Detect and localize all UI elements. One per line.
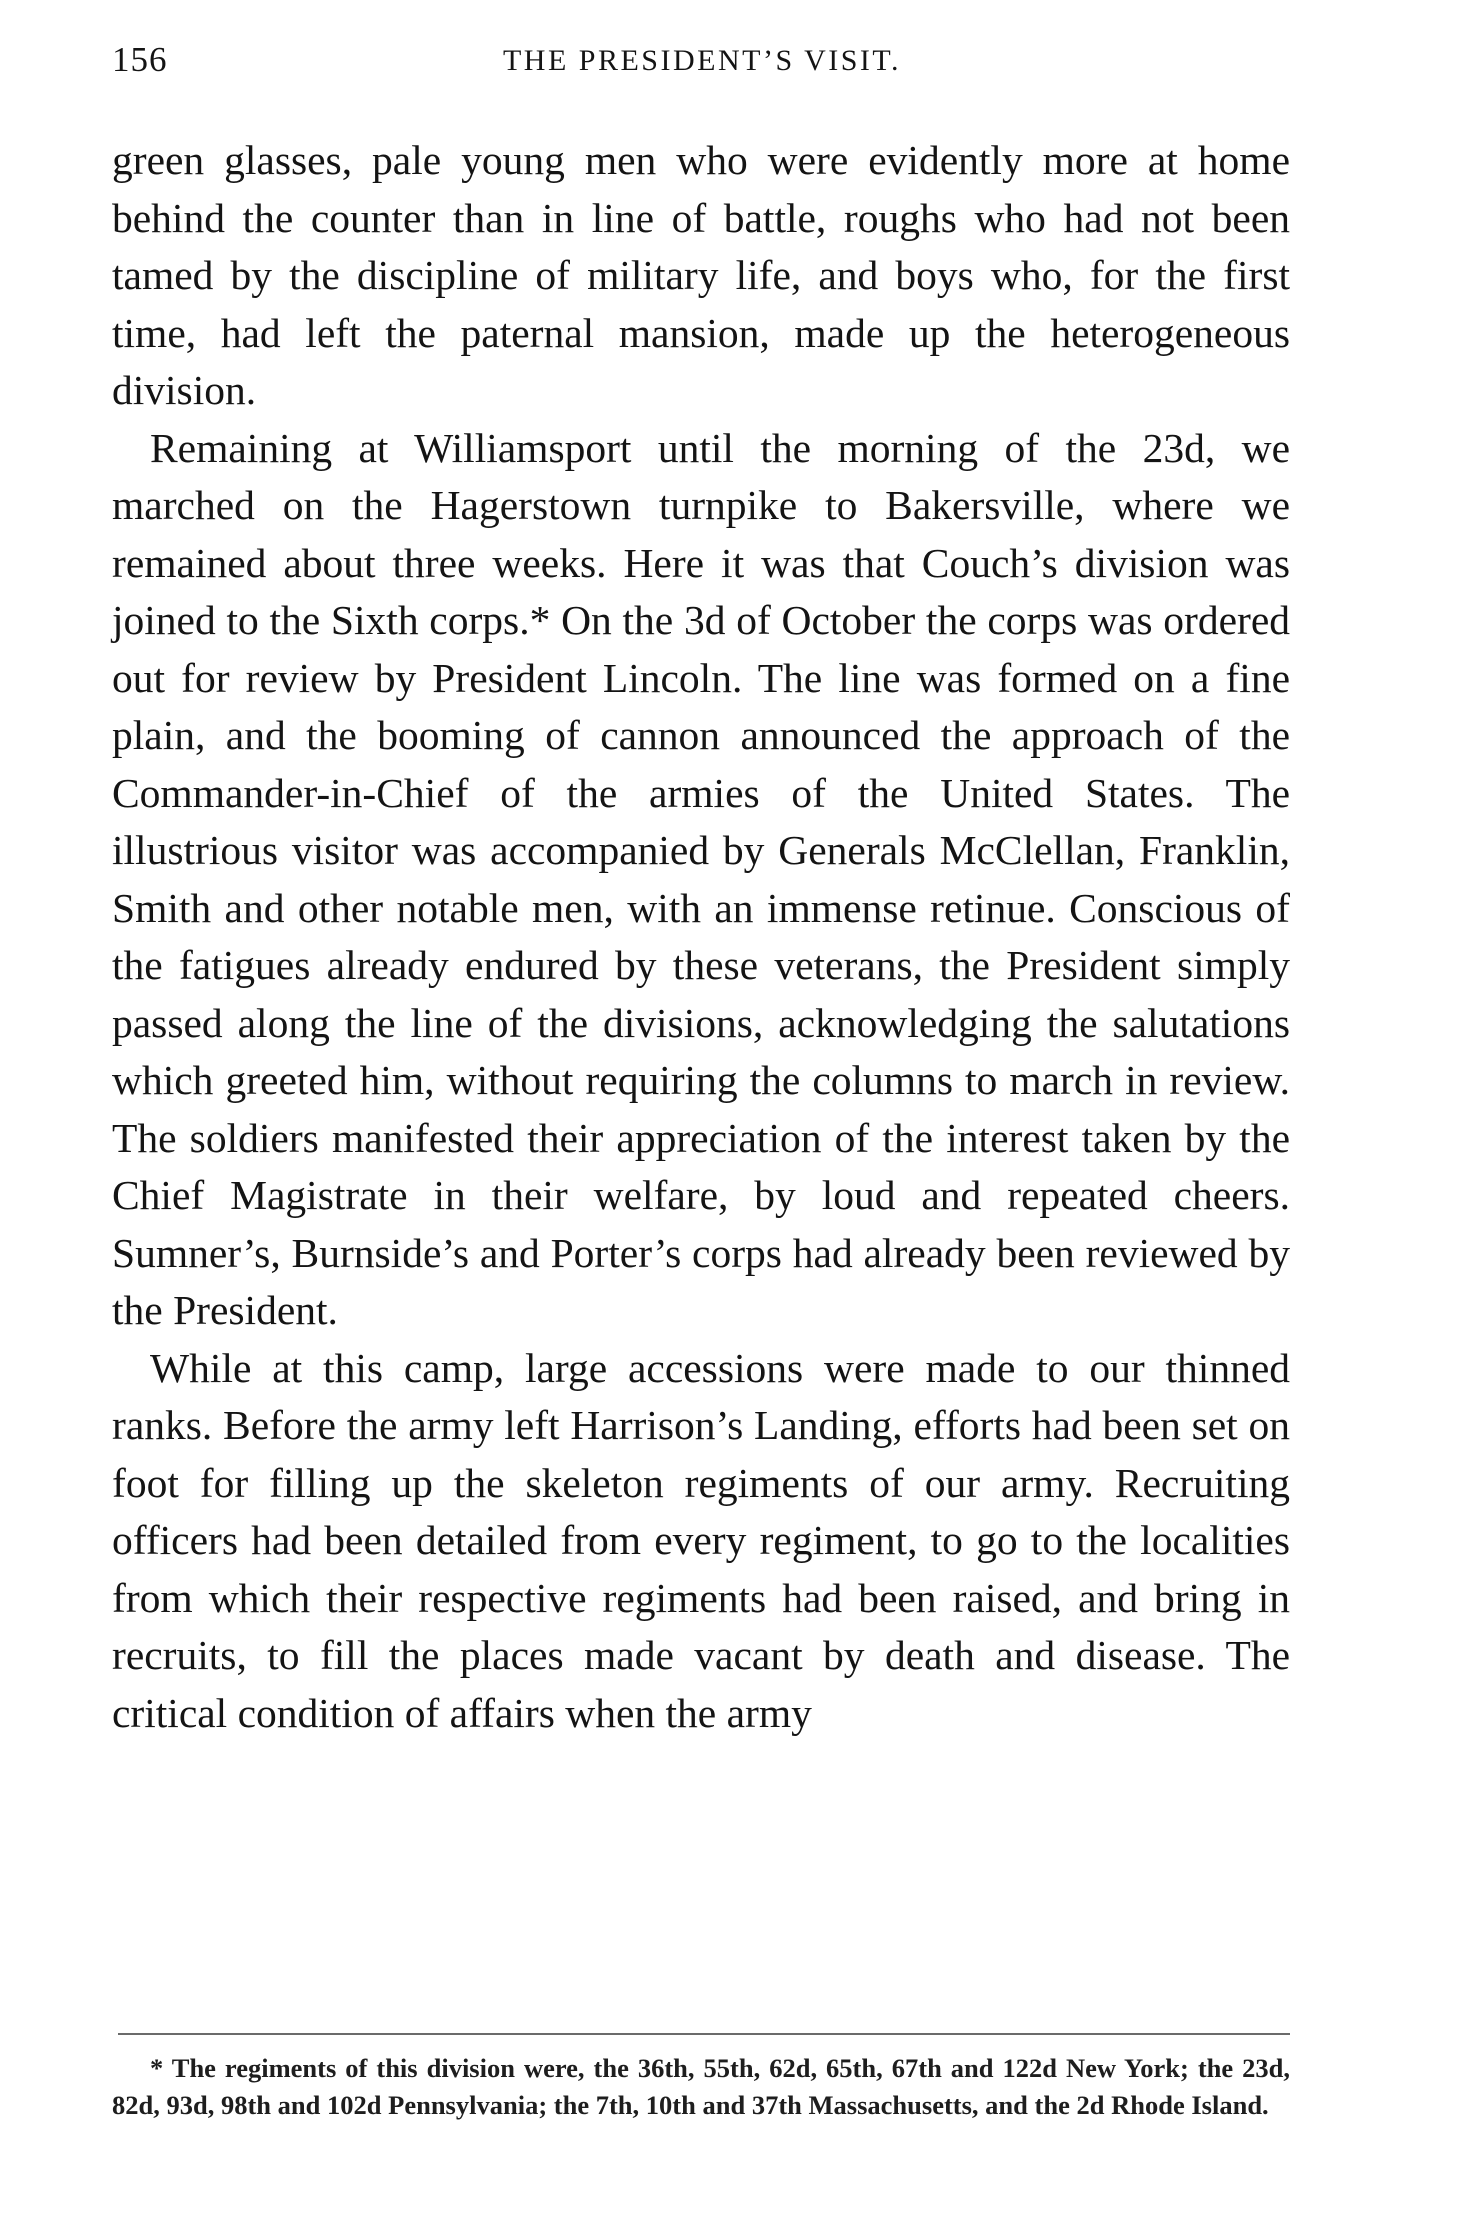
body-text — [112, 132, 1290, 1742]
paragraph-review: Remaining at Williamsport until the morning of the 23d, we marched on the Hagerstown turnpike to Bakersville, where we remained about three weeks. Here it was that Couch’s division was joined to the Sixth corps.* On the 3d of October the corps was ordered out for review by President Lincoln. The line was formed on a fine plain, and the booming of cannon announced the approach of the Commander-in-Chief of the armies of the United States. The illustrious visitor was accompanied by Generals McClellan, Franklin, Smith and other notable men, with an immense retinue. Conscious of the fatigues already endured by these veterans, the President simply passed along the line of the divisions, acknowledging the salutations which greeted him, without requiring the columns to march in review. The soldiers manifested their appreciation of the interest taken by the Chief Magistrate in their welfare, by loud and repeated cheers. Sumner’s, Burnside’s and Porter’s corps had already been reviewed by the President. — [112, 424, 1290, 1333]
footnote-rule — [118, 2033, 1290, 2035]
running-title: THE PRESIDENT’S VISIT. — [502, 44, 902, 77]
footnote: * The regiments of this division were, the 36th, 55th, 62d, 65th, 67th and 122d New York; the 23d, 82d, 93d, 98th and 102d Pennsylvania; the 7th, 10th and 37th Massachusetts, and the 2d Rhode Island. — [112, 2053, 1290, 2120]
page-number: 156 — [112, 40, 168, 79]
paragraph-continued: green glasses, pale young men who were evidently more at home behind the counter than in line of battle, roughs who had not been tamed by the discipline of military life, and boys who, for the first time, had left the paternal mansion, made up the heterogeneous division. — [112, 137, 1290, 413]
paragraph-recruits: While at this camp, large accessions were made to our thinned ranks. Before the army left Harrison’s Landing, efforts had been set on foot for filling up the skeleton regiments of our army. Recruiting officers had been detailed from every regiment, to go to the localities from which their respective regiments had been raised, and bring in recruits, to fill the places made vacant by death and disease. The critical condition of affairs when the army — [112, 1344, 1290, 1736]
running-head — [112, 40, 1292, 90]
